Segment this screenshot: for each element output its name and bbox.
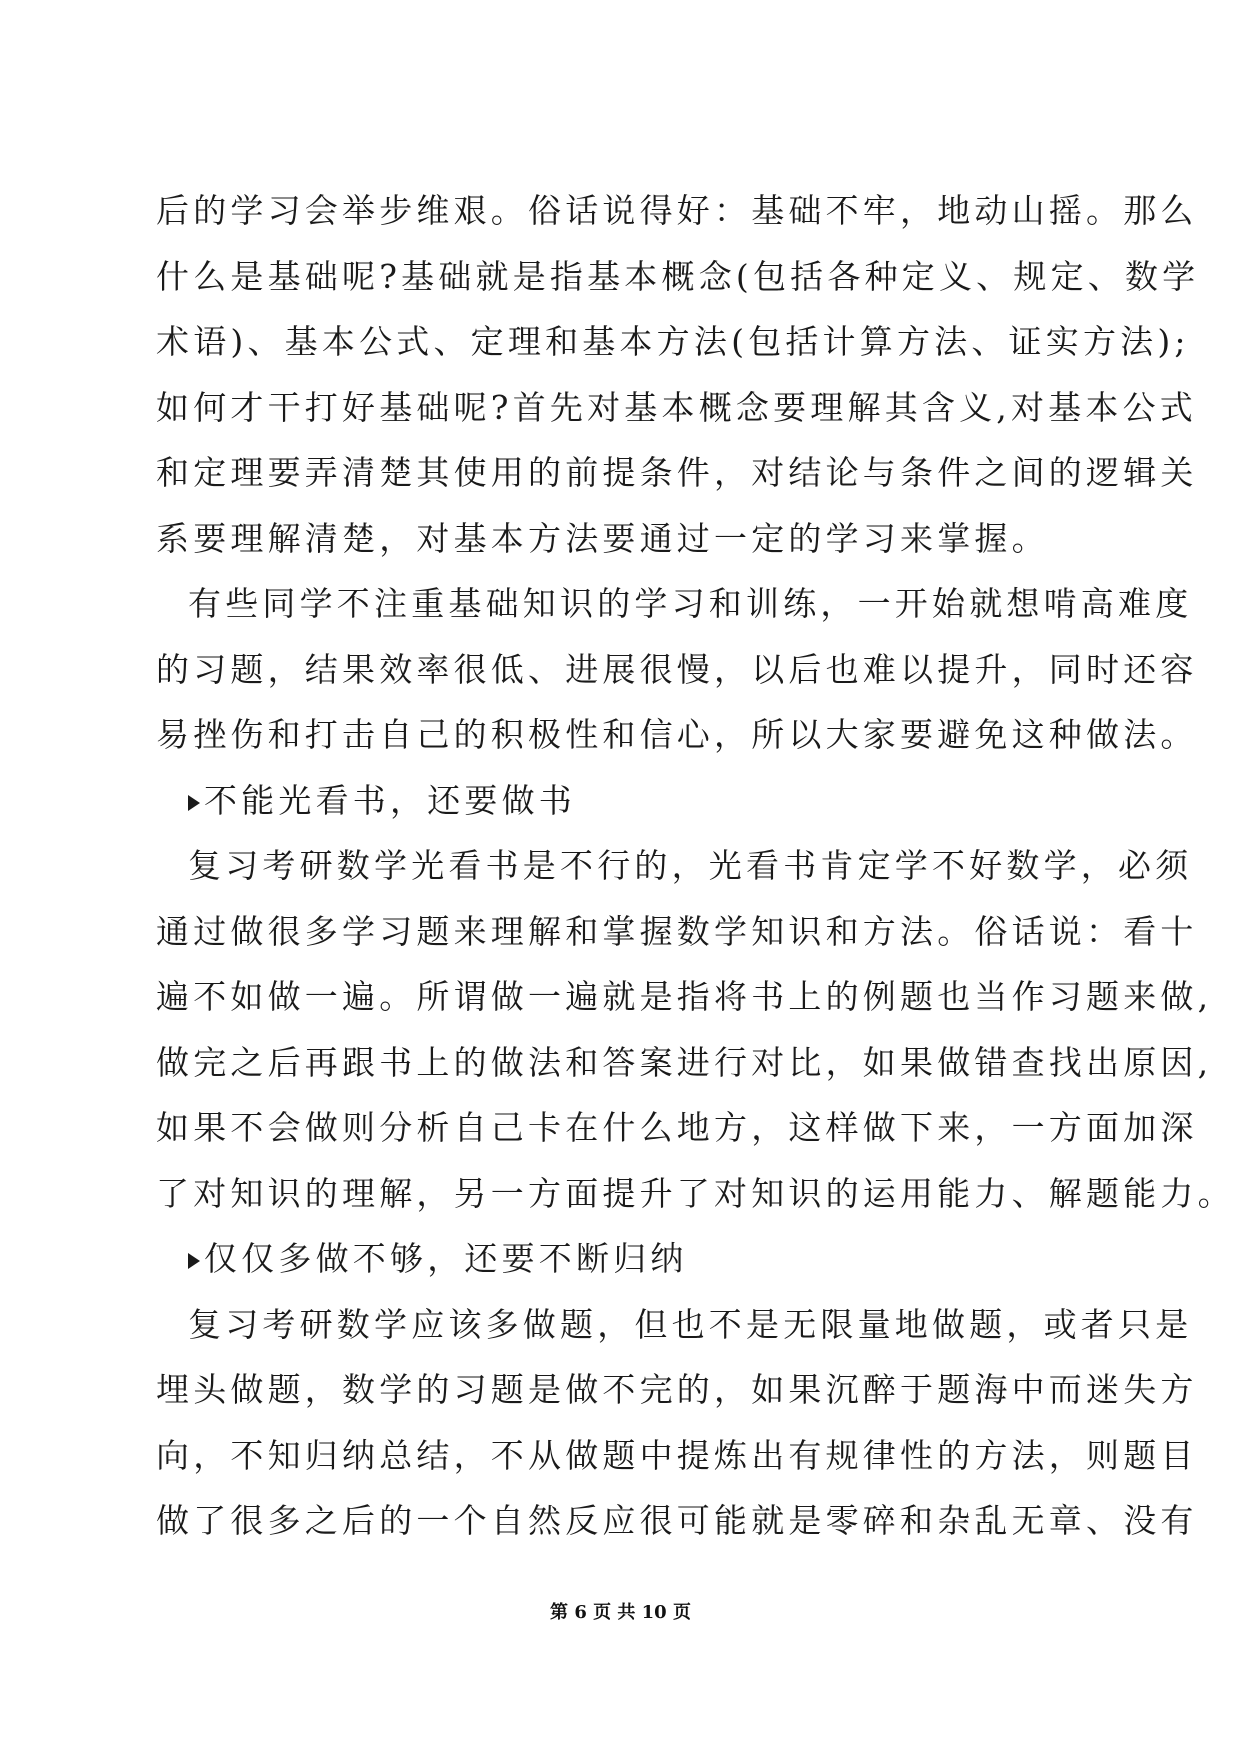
text-line: 如果不会做则分析自己卡在什么地方，这样做下来，一方面加深	[156, 1108, 1198, 1147]
text-line: 做了很多之后的一个自然反应很可能就是零碎和杂乱无章、没有	[156, 1501, 1198, 1540]
section-heading	[156, 1226, 1116, 1292]
text-line: 如何才干打好基础呢?首先对基本概念要理解其含义,对基本公式	[156, 387, 1197, 427]
text-line: 通过做很多学习题来理解和掌握数学知识和方法。俗话说：看十	[156, 911, 1198, 951]
section-heading-text: 不能光看书，还要做书	[204, 780, 576, 820]
text-line: 复习考研数学光看书是不行的，光看书肯定学不好数学，必须	[188, 846, 1193, 885]
text-line: 埋头做题，数学的习题是做不完的，如果沉醉于题海中而迷失方	[156, 1370, 1198, 1409]
text-line: 系要理解清楚，对基本方法要通过一定的学习来掌握。	[156, 518, 1049, 558]
triangle-bullet-icon	[188, 1253, 200, 1269]
text-line: 和定理要弄清楚其使用的前提条件，对结论与条件之间的逻辑关	[156, 453, 1198, 492]
text-line: 做完之后再跟书上的做法和答案进行对比，如果做错查找出原因,	[156, 1042, 1213, 1082]
text-line: 什么是基础呢?基础就是指基本概念(包括各种定义、规定、数学	[156, 256, 1200, 296]
text-line: 术语)、基本公式、定理和基本方法(包括计算方法、证实方法);	[156, 322, 1190, 361]
text-line: 了对知识的理解，另一方面提升了对知识的运用能力、解题能力。	[156, 1173, 1235, 1213]
text-line: 向，不知归纳总结，不从做题中提炼出有规律性的方法，则题目	[156, 1435, 1198, 1475]
text-line: 有些同学不注重基础知识的学习和训练，一开始就想啃高难度	[188, 584, 1193, 623]
text-line: 复习考研数学应该多做题，但也不是无限量地做题，或者只是	[188, 1304, 1193, 1344]
section-heading	[156, 768, 1116, 834]
text-line: 后的学习会举步维艰。俗话说得好：基础不牢，地动山摇。那么	[156, 191, 1198, 230]
document-body	[156, 178, 1235, 1554]
text-line: 易挫伤和打击自己的积极性和信心，所以大家要避免这种做法。	[156, 715, 1198, 754]
section-heading-text: 仅仅多做不够，还要不断归纳	[204, 1239, 688, 1278]
page-number-footer: 第 6 页 共 10 页	[550, 1602, 691, 1623]
triangle-bullet-icon	[188, 795, 200, 811]
text-line: 遍不如做一遍。所谓做一遍就是指将书上的例题也当作习题来做,	[156, 977, 1213, 1016]
text-line: 的习题，结果效率很低、进展很慢，以后也难以提升，同时还容	[156, 649, 1198, 689]
